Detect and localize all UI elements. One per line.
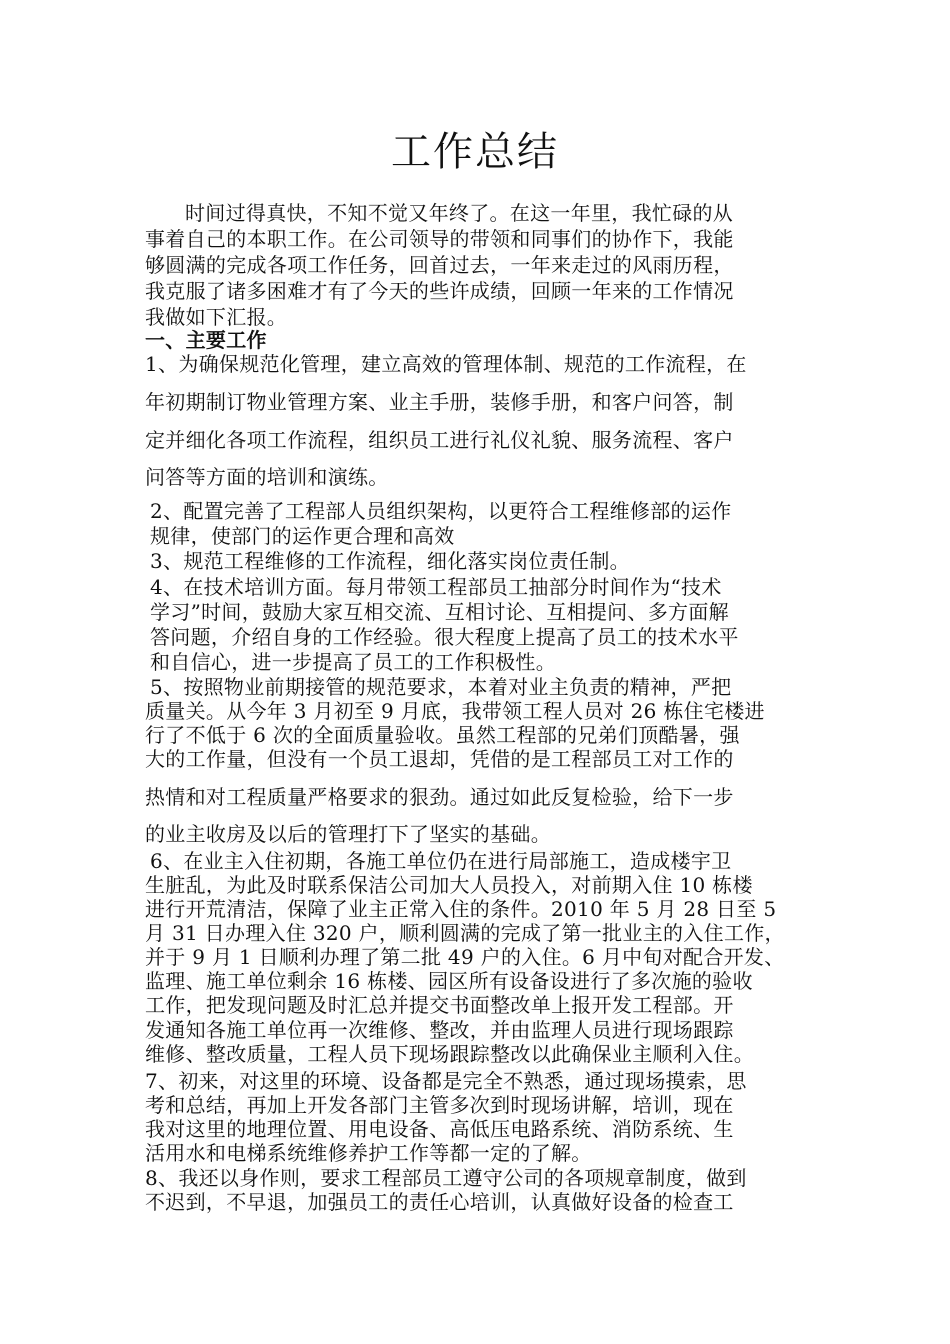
- paragraph-line: 我做如下汇报。: [145, 305, 288, 329]
- document-title: 工作总结: [391, 129, 559, 175]
- paragraph-line: 我克服了诸多困难才有了今天的些许成绩，回顾一年来的工作情况: [145, 279, 734, 303]
- paragraph-line: 热情和对工程质量严格要求的狠劲。通过如此反复检验，给下一步: [145, 785, 734, 809]
- paragraph-line: 学习”时间，鼓励大家互相交流、互相讨论、互相提问、多方面解: [150, 600, 729, 624]
- paragraph-line: 年初期制订物业管理方案、业主手册，装修手册，和客户问答，制: [145, 390, 734, 414]
- paragraph-line: 答问题，介绍自身的工作经验。很大程度上提高了员工的技术水平: [150, 625, 739, 649]
- paragraph-line: 监理、施工单位剩余 16 栋楼、园区所有设备设进行了多次施的验收: [145, 969, 753, 993]
- paragraph-line: 5、按照物业前期接管的规范要求，本着对业主负责的精神，严把: [150, 675, 732, 699]
- section-heading: 一、主要工作: [145, 328, 267, 352]
- paragraph-line: 1、为确保规范化管理，建立高效的管理体制、规范的工作流程，在: [145, 352, 747, 376]
- paragraph-line: 6、在业主入住初期，各施工单位仍在进行局部施工，造成楼宇卫: [150, 849, 732, 873]
- paragraph-line: 够圆满的完成各项工作任务，回首过去，一年来走过的风雨历程，: [145, 253, 734, 277]
- paragraph-line: 月 31 日办理入住 320 户，顺利圆满的完成了第一批业主的入住工作，: [145, 921, 785, 945]
- paragraph-line: 我对这里的地理位置、用电设备、高低压电路系统、消防系统、生: [145, 1117, 734, 1141]
- paragraph-line: 时间过得真快，不知不觉又年终了。在这一年里，我忙碌的从: [185, 201, 734, 225]
- paragraph-line: 事着自己的本职工作。在公司领导的带领和同事们的协作下，我能: [145, 227, 734, 251]
- paragraph-line: 工作，把发现问题及时汇总并提交书面整改单上报开发工程部。开: [145, 993, 734, 1017]
- paragraph-line: 活用水和电梯系统维修养护工作等都一定的了解。: [145, 1141, 592, 1165]
- paragraph-line: 不迟到，不早退，加强员工的责任心培训，认真做好设备的检查工: [145, 1190, 734, 1214]
- paragraph-line: 的业主收房及以后的管理打下了坚实的基础。: [145, 822, 551, 846]
- paragraph-line: 生脏乱，为此及时联系保洁公司加大人员投入，对前期入住 10 栋楼: [145, 873, 753, 897]
- paragraph-line: 考和总结，再加上开发各部门主管多次到时现场讲解，培训，现在: [145, 1093, 734, 1117]
- paragraph-line: 4、在技术培训方面。每月带领工程部员工抽部分时间作为“技术: [150, 575, 722, 599]
- paragraph-line: 发通知各施工单位再一次维修、整改，并由监理人员进行现场跟踪: [145, 1018, 734, 1042]
- paragraph-line: 2、配置完善了工程部人员组织架构，以更符合工程维修部的运作: [150, 499, 732, 523]
- paragraph-line: 维修、整改质量，工程人员下现场跟踪整改以此确保业主顺利入住。: [145, 1042, 754, 1066]
- paragraph-line: 并于 9 月 1 日顺利办理了第二批 49 户的入住。6 月中旬对配合开发、: [145, 945, 785, 969]
- paragraph-line: 问答等方面的培训和演练。: [145, 465, 389, 489]
- paragraph-line: 和自信心，进一步提高了员工的工作积极性。: [150, 650, 556, 674]
- paragraph-line: 7、初来，对这里的环境、设备都是完全不熟悉，通过现场摸索，思: [145, 1069, 747, 1093]
- paragraph-line: 大的工作量，但没有一个员工退却，凭借的是工程部员工对工作的: [145, 747, 734, 771]
- paragraph-line: 8、我还以身作则，要求工程部员工遵守公司的各项规章制度，做到: [145, 1166, 747, 1190]
- paragraph-line: 规律，使部门的运作更合理和高效: [150, 524, 455, 548]
- paragraph-line: 3、规范工程维修的工作流程，细化落实岗位责任制。: [150, 549, 630, 573]
- paragraph-line: 进行开荒清洁，保障了业主正常入住的条件。2010 年 5 月 28 日至 5: [145, 897, 777, 921]
- paragraph-line: 定并细化各项工作流程，组织员工进行礼仪礼貌、服务流程、客户: [145, 428, 734, 452]
- paragraph-line: 质量关。从今年 3 月初至 9 月底，我带领工程人员对 26 栋住宅楼进: [145, 699, 765, 723]
- paragraph-line: 行了不低于 6 次的全面质量验收。虽然工程部的兄弟们顶酷暑，强: [145, 723, 740, 747]
